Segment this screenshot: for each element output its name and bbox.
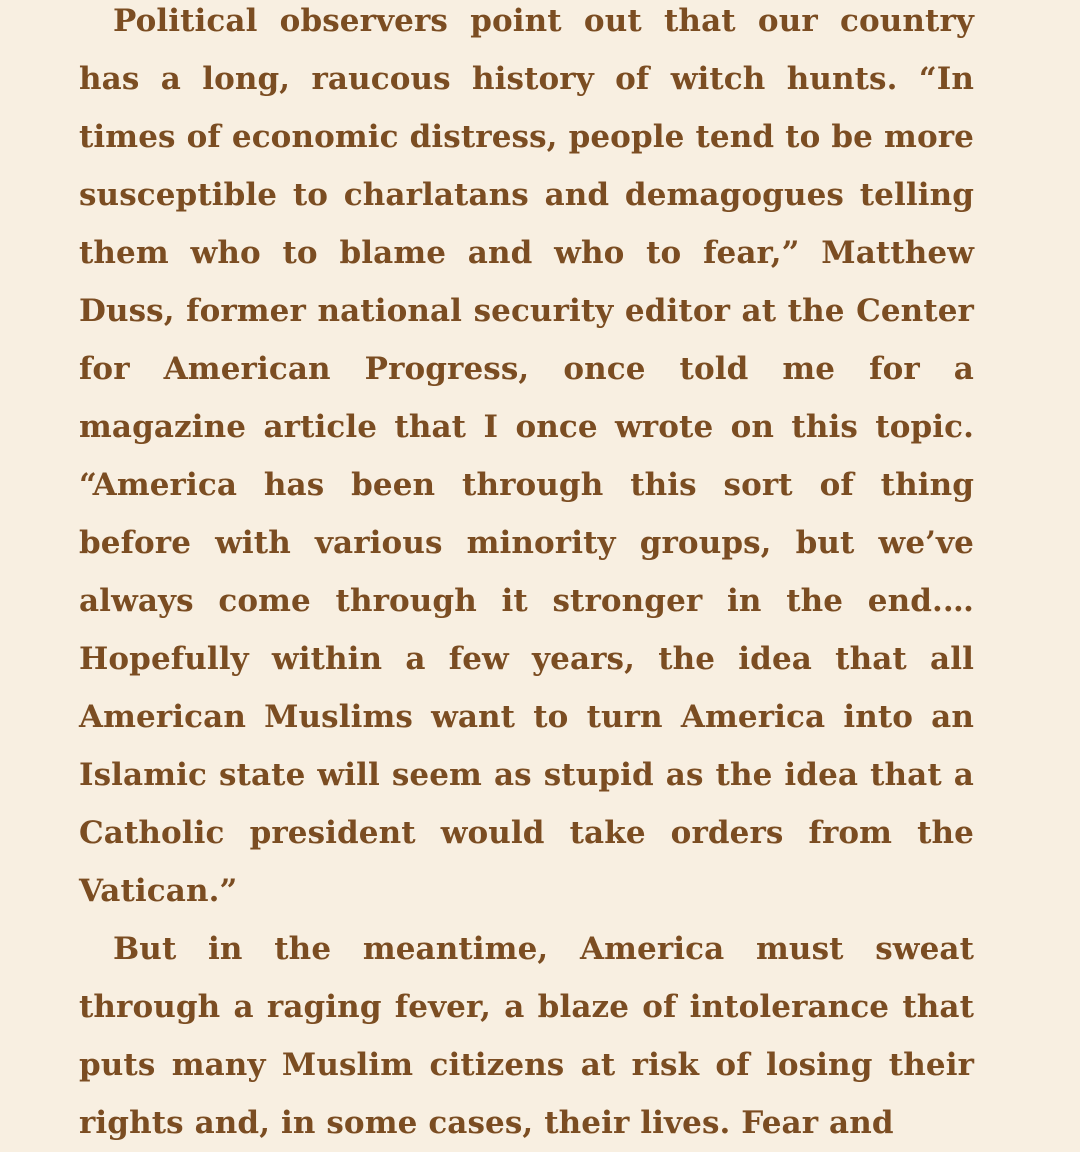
- paragraph-1: Political observers point out that our country has a long, raucous history of witch hunts. “In times of economic distress, people tend to be more susceptible to charlatans and demagogues telling them who to blame and who to fear,” Matthew Duss, former national security editor at the Center for American Progress, once told me for a magazine article that I once wrote on this topic. “America has been through this sort of thing before with various minority groups, but we’ve always come through it stronger in the end.… Hopefully within a few years, the idea that all American Muslims want to turn America into an Islamic state will seem as stupid as the idea that a Catholic president would take orders from the Vatican.”: [79, 3, 974, 909]
- text-column: [79, 0, 974, 1152]
- paragraph-2: But in the meantime, America must sweat through a raging fever, a blaze of intolerance that puts many Muslim citizens at risk of losing their rights and, in some cases, their lives. Fear and: [79, 931, 974, 1141]
